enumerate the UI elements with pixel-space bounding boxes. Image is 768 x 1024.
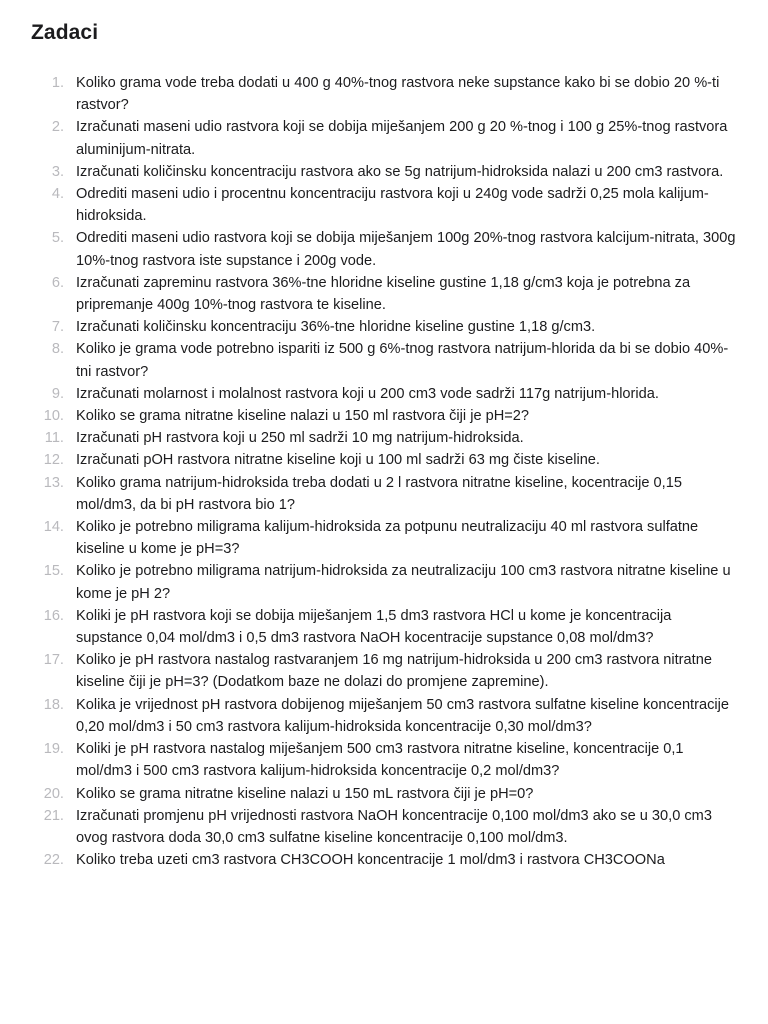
task-text: Koliki je pH rastvora nastalog miješanjem 500 cm3 rastvora nitratne kiseline, koncentracije 0,1 mol/dm3 i 500 cm3 rastvora kalijum-hidroksida koncentracije 0,2 mol/dm3?	[76, 741, 684, 780]
task-number: 10.	[43, 408, 64, 425]
task-text: Izračunati zapreminu rastvora 36%-tne hloridne kiseline gustine 1,18 g/cm3 koja je potrebna za pripremanje 400g 10%-tnog rastvora te kiseline.	[76, 274, 691, 314]
task-item	[0, 383, 768, 405]
task-item	[0, 338, 768, 382]
task-item	[0, 694, 768, 738]
task-number: 3.	[51, 163, 64, 180]
task-number: 21.	[43, 807, 64, 824]
task-item	[0, 849, 768, 871]
task-item	[0, 161, 768, 183]
task-number: 18.	[43, 696, 64, 713]
task-item	[0, 227, 768, 271]
task-item	[0, 449, 768, 471]
task-number: 4.	[51, 186, 64, 203]
task-text: Koliko je pH rastvora nastalog rastvaranjem 16 mg natrijum-hidroksida u 200 cm3 rastvora nitratne kiseline čiji je pH=3? (Dodatkom baze ne dolazi do promjene zapremine).	[76, 652, 712, 691]
task-item	[0, 649, 768, 693]
task-item	[0, 605, 768, 649]
task-text: Izračunati količinsku koncentraciju 36%-tne hloridne kiseline gustine 1,18 g/cm3.	[76, 319, 596, 336]
task-text: Koliki je pH rastvora koji se dobija miješanjem 1,5 dm3 rastvora HCl u kome je koncentracija supstance 0,04 mol/dm3 i 0,5 dm3 rastvora NaOH kocentracije supstance 0,08 mol/dm3?	[76, 607, 672, 647]
task-text: Koliko grama natrijum-hidroksida treba dodati u 2 l rastvora nitratne kiseline, kocentracije 0,15 mol/dm3, da bi pH rastvora bio 1?	[76, 474, 682, 513]
task-item	[0, 72, 768, 116]
task-item	[0, 116, 768, 160]
task-item	[0, 272, 768, 316]
task-number: 2.	[51, 119, 64, 136]
task-item	[0, 316, 768, 338]
task-item	[0, 738, 768, 782]
task-text: Koliko se grama nitratne kiseline nalazi u 150 mL rastvora čiji je pH=0?	[76, 785, 534, 802]
task-text: Koliko je potrebno miligrama natrijum-hidroksida za neutralizaciju 100 cm3 rastvora nitratne kiseline u kome je pH 2?	[76, 563, 731, 602]
task-number: 16.	[43, 607, 64, 624]
task-text: Koliko grama vode treba dodati u 400 g 40%-tnog rastvora neke supstance kako bi se dobio 20 %-ti rastvor?	[76, 75, 720, 114]
task-number: 15.	[43, 563, 64, 580]
task-item	[0, 783, 768, 805]
task-item	[0, 405, 768, 427]
task-text: Kolika je vrijednost pH rastvora dobijenog miješanjem 50 cm3 rastvora sulfatne kiseline koncentracije 0,20 mol/dm3 i 50 cm3 rastvora kalijum-hidroksida koncentracije 0,30 mol/dm3?	[76, 696, 729, 735]
task-text: Odrediti maseni udio rastvora koji se dobija miješanjem 100g 20%-tnog rastvora kalcijum-nitrata, 300g 10%-tnog rastvora iste supstance i 200g vode.	[76, 230, 736, 269]
task-number: 19.	[43, 741, 64, 758]
task-number: 9.	[51, 385, 64, 402]
task-number: 5.	[51, 230, 64, 247]
task-number: 12.	[43, 452, 64, 469]
task-text: Odrediti maseni udio i procentnu koncentraciju rastvora koji u 240g vode sadrži 0,25 mola kalijum-hidroksida.	[76, 186, 709, 225]
task-item	[0, 183, 768, 227]
task-number: 22.	[43, 852, 64, 869]
task-item	[0, 472, 768, 516]
task-text: Koliko je potrebno miligrama kalijum-hidroksida za potpunu neutralizaciju 40 ml rastvora sulfatne kiseline u kome je pH=3?	[76, 519, 699, 558]
task-item	[0, 805, 768, 849]
task-text: Koliko je grama vode potrebno ispariti iz 500 g 6%-tnog rastvora natrijum-hlorida da bi se dobio 40%-tni rastvor?	[76, 341, 729, 380]
task-number: 14.	[43, 519, 64, 536]
task-item	[0, 516, 768, 560]
task-text: Izračunati pH rastvora koji u 250 ml sadrži 10 mg natrijum-hidroksida.	[76, 430, 524, 447]
task-number: 13.	[43, 474, 64, 491]
task-item	[0, 427, 768, 449]
task-text: Izračunati količinsku koncentraciju rastvora ako se 5g natrijum-hidroksida nalazi u 200 cm3 rastvora.	[76, 163, 724, 180]
task-text: Izračunati pOH rastvora nitratne kiseline koji u 100 ml sadrži 63 mg čiste kiseline.	[76, 452, 600, 469]
task-number: 11.	[44, 430, 64, 447]
task-list	[0, 72, 768, 871]
page-title: Zadaci	[31, 21, 99, 44]
task-text: Koliko treba uzeti cm3 rastvora CH3COOH koncentracije 1 mol/dm3 i rastvora CH3COONa	[76, 852, 665, 869]
task-number: 6.	[51, 274, 64, 291]
task-number: 17.	[43, 652, 64, 669]
task-text: Izračunati maseni udio rastvora koji se dobija miješanjem 200 g 20 %-tnog i 100 g 25%-tnog rastvora aluminijum-nitrata.	[76, 119, 728, 158]
task-text: Izračunati promjenu pH vrijednosti rastvora NaOH koncentracije 0,100 mol/dm3 ako se u 30,0 cm3 ovog rastvora doda 30,0 cm3 sulfatne kiseline koncentracije 0,100 mol/dm3.	[76, 807, 712, 846]
task-number: 20.	[43, 785, 64, 802]
task-text: Izračunati molarnost i molalnost rastvora koji u 200 cm3 vode sadrži 117g natrijum-hlorida.	[76, 385, 659, 402]
task-number: 8.	[51, 341, 64, 358]
task-text: Koliko se grama nitratne kiseline nalazi u 150 ml rastvora čiji je pH=2?	[76, 408, 530, 425]
task-item	[0, 560, 768, 604]
task-number: 7.	[51, 319, 64, 336]
task-number: 1.	[51, 75, 64, 91]
